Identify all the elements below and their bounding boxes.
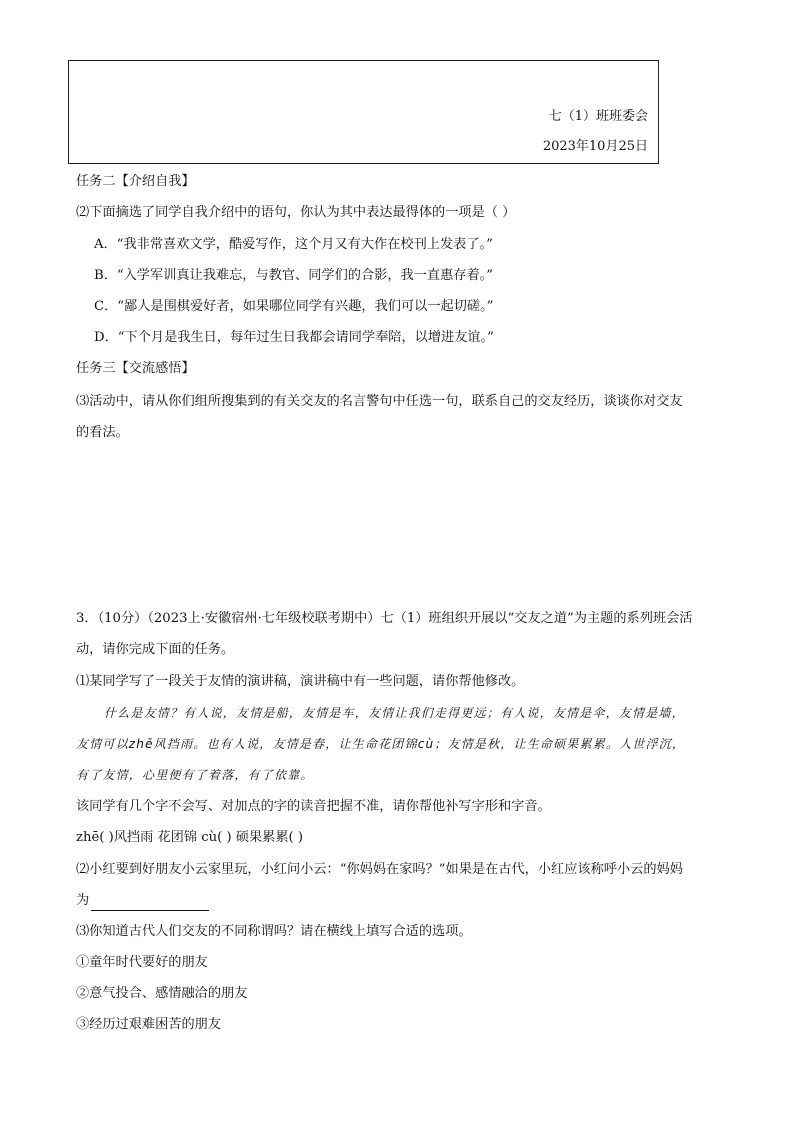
q3-sub2-line2: 为 xyxy=(76,893,90,908)
task3-question-line2: 的看法。 xyxy=(76,425,129,440)
task2-question: ⑵下面摘选了同学自我介绍中的语句，你认为其中表达最得体的一项是（ ） xyxy=(76,205,516,220)
q3-header-line1: 3．（10分）（2023上·安徽宿州·七年级校联考期中）七（1）班组织开展以“交友之道”为主题的系列班会活 xyxy=(76,611,693,626)
q3-item-1: ①童年时代要好的朋友 xyxy=(76,955,208,970)
task3-heading: 任务三【交流感悟】 xyxy=(76,361,195,376)
speech-line3: 有了友情，心里便有了着落，有了依靠。 xyxy=(76,768,314,782)
q3-sub2-line1: ⑵小红要到好朋友小云家里玩，小红问小云：“你妈妈在家吗？”如果是在古代，小红应该称呼小云的妈妈 xyxy=(76,862,683,877)
task2-option-a: A．“我非常喜欢文学，酷爱写作，这个月又有大作在校刊上发表了。” xyxy=(94,237,493,252)
notice-date: 2023年10月25日 xyxy=(542,139,648,154)
speech-line2: 友情可以zhē风挡雨。也有人说，友情是春，让生命花团锦cù；友情是秋，让生命硕果累累。人世浮沉， xyxy=(76,737,686,751)
q3-sub2-line2-wrap xyxy=(76,891,209,911)
task2-option-c: C．“鄙人是围棋爱好者，如果哪位同学有兴趣，我们可以一起切磋。” xyxy=(94,299,494,314)
task2-option-d: D．“下个月是我生日，每年过生日我都会请同学奉陪，以增进友谊。” xyxy=(94,330,494,345)
q3-item-2: ②意气投合、感情融洽的朋友 xyxy=(76,986,248,1001)
task2-option-b: B．“入学军训真让我难忘，与教官、同学们的合影，我一直惠存着。” xyxy=(94,268,494,283)
q3-sub1: ⑴某同学写了一段关于友情的演讲稿，演讲稿中有一些问题，请你帮他修改。 xyxy=(76,674,525,689)
notice-signature: 七（1）班班委会 xyxy=(548,109,648,124)
q3-item-3: ③经历过艰难困苦的朋友 xyxy=(76,1017,222,1032)
task3-question-line1: ⑶活动中，请从你们组所搜集到的有关交友的名言警句中任选一句，联系自己的交友经历，谈谈你对交友 xyxy=(76,394,683,409)
q3-sub3: ⑶你知道古代人们交友的不同称谓吗？请在横线上填写合适的选项。 xyxy=(76,924,472,939)
fill-blanks-line: zhē( )风挡雨 花团锦 cù( ) 硕果累累( ) xyxy=(76,830,304,845)
speech-line1: 什么是友情？有人说，友情是船，友情是车，友情让我们走得更远；有人说，友情是伞，友情是墙， xyxy=(104,706,685,720)
fix-prompt: 该同学有几个字不会写、对加点的字的读音把握不准，请你帮他补写字形和字音。 xyxy=(76,799,551,814)
notice-box xyxy=(68,60,659,164)
q3-header-line2: 动，请你完成下面的任务。 xyxy=(76,642,235,657)
task2-heading: 任务二【介绍自我】 xyxy=(76,174,195,189)
answer-blank[interactable] xyxy=(91,896,209,911)
